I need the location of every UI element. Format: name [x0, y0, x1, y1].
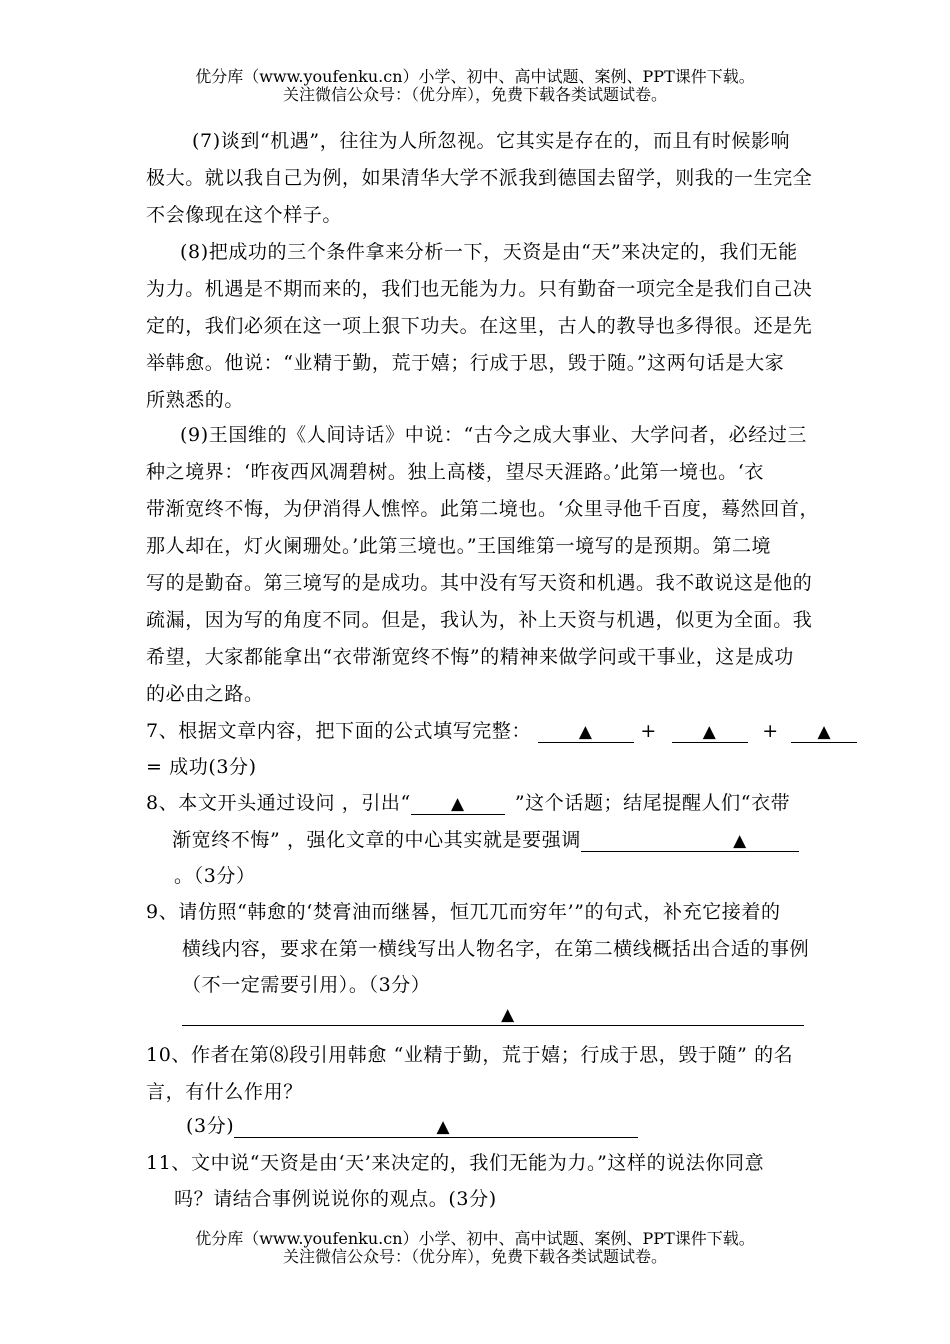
passage-p9-line-1: (9)王国维的《人间诗话》中说：“古今之成大事业、大学问者，必经过三: [180, 424, 808, 446]
blank-marker-icon: ▲: [702, 722, 717, 742]
question-7-blank-1[interactable]: [538, 721, 634, 743]
header-line-2: 关注微信公众号：（优分库），免费下载各类试题试卷。: [282, 85, 667, 104]
question-11-line-2: 吗？请结合事例说说你的观点。(3分): [174, 1188, 497, 1210]
question-11-line-1: 11、文中说“天资是由‘天’来决定的，我们无能为力。”这样的说法你同意: [146, 1152, 765, 1174]
question-8-blank-2[interactable]: [581, 830, 799, 852]
question-8-text-b: ”这个话题；结尾提醒人们“衣带: [514, 792, 791, 814]
question-10-blank[interactable]: [234, 1116, 638, 1138]
passage-p9-line-6: 疏漏，因为写的角度不同。但是，我认为，补上天资与机遇，似更为全面。我: [146, 609, 813, 631]
blank-marker-icon: ▲: [501, 1005, 515, 1025]
question-7-blank-2[interactable]: [672, 721, 748, 743]
passage-p7-line-2: 极大。就以我自己为例，如果清华大学不派我到德国去留学，则我的一生完全: [146, 167, 813, 189]
footer-line-1: 优分库（www.youfenku.cn）小学、初中、高中试题、案例、PPT课件下载。: [195, 1229, 755, 1248]
passage-p9-line-7: 希望，大家都能拿出“衣带渐宽终不悔”的精神来做学问或干事业，这是成功: [146, 646, 794, 668]
passage-p8-line-3: 定的，我们必须在这一项上狠下功夫。在这里，古人的教导也多得很。还是先: [146, 315, 813, 337]
question-7-text: 7、根据文章内容，把下面的公式填写完整：: [146, 720, 532, 742]
question-8-line-1: [146, 788, 790, 815]
blank-marker-icon: ▲: [733, 831, 747, 851]
question-9-line-1: 9、请仿照“韩愈的‘焚膏油而继晷，恒兀兀而穷年’”的句式，补充它接着的: [146, 901, 781, 923]
question-8-line-3: 。（3分）: [174, 865, 256, 887]
question-10-line-1: 10、作者在第⑻段引用韩愈 “业精于勤，荒于嬉；行成于思，毁于随” 的名: [146, 1044, 794, 1066]
blank-marker-icon: ▲: [451, 794, 465, 814]
question-9-blank[interactable]: [182, 1004, 804, 1026]
question-8-blank-1[interactable]: [411, 793, 505, 815]
passage-p9-line-3: 带渐宽终不悔，为伊消得人憔悴。此第二境也。‘众里寻他千百度，蓦然回首，: [146, 498, 820, 520]
passage-p7-line-1: (7)谈到“机遇”，往往为人所忽视。它其实是存在的，而且有时候影响: [192, 130, 791, 152]
passage-p7-line-3: 不会像现在这个样子。: [146, 204, 343, 226]
passage-p9-line-4: 那人却在，灯火阑珊处。’此第三境也。”王国维第一境写的是预期。第二境: [146, 535, 772, 557]
blank-marker-icon: ▲: [578, 722, 593, 742]
passage-p8-line-2: 为力。机遇是不期而来的，我们也无能为力。只有勤奋一项完全是我们自己决: [146, 278, 813, 300]
question-8-line-2: [172, 825, 799, 852]
question-8-text-c: 渐宽终不悔” ，强化文章的中心其实就是要强调: [172, 829, 581, 851]
question-8-text-a: 8、本文开头通过设问 ，引出“: [146, 792, 411, 814]
blank-marker-icon: ▲: [817, 722, 832, 742]
question-9-line-2: 横线内容，要求在第一横线写出人物名字，在第二横线概括出合适的事例: [182, 938, 810, 960]
question-9-answer-line[interactable]: [182, 1004, 804, 1026]
question-7-plus-2: +: [762, 720, 779, 742]
blank-marker-icon: ▲: [436, 1117, 451, 1137]
question-7: [146, 716, 857, 743]
question-7-plus-1: +: [640, 720, 657, 742]
question-10-score: (3分): [186, 1115, 235, 1137]
passage-p9-line-8: 的必由之路。: [146, 683, 264, 705]
question-7-equals: = 成功(3分): [146, 756, 257, 778]
question-7-blank-3[interactable]: [791, 721, 857, 743]
passage-p9-line-2: 种之境界：‘昨夜西风凋碧树。独上高楼，望尽天涯路。’此第一境也。‘衣: [146, 461, 765, 483]
question-10-line-3: [186, 1111, 638, 1138]
footer-line-2: 关注微信公众号：（优分库），免费下载各类试题试卷。: [282, 1247, 667, 1266]
passage-p8-line-1: (8)把成功的三个条件拿来分析一下，天资是由“天”来决定的，我们无能: [180, 241, 798, 263]
passage-p9-line-5: 写的是勤奋。第三境写的是成功。其中没有写天资和机遇。我不敢说这是他的: [146, 572, 813, 594]
question-9-line-3: （不一定需要引用）。（3分）: [182, 974, 431, 996]
header-line-1: 优分库（www.youfenku.cn）小学、初中、高中试题、案例、PPT课件下载。: [195, 67, 755, 86]
passage-p8-line-4: 举韩愈。他说：“业精于勤，荒于嬉；行成于思，毁于随。”这两句话是大家: [146, 352, 785, 374]
passage-p8-line-5: 所熟悉的。: [146, 389, 245, 411]
question-10-line-2: 言，有什么作用？: [146, 1081, 303, 1103]
